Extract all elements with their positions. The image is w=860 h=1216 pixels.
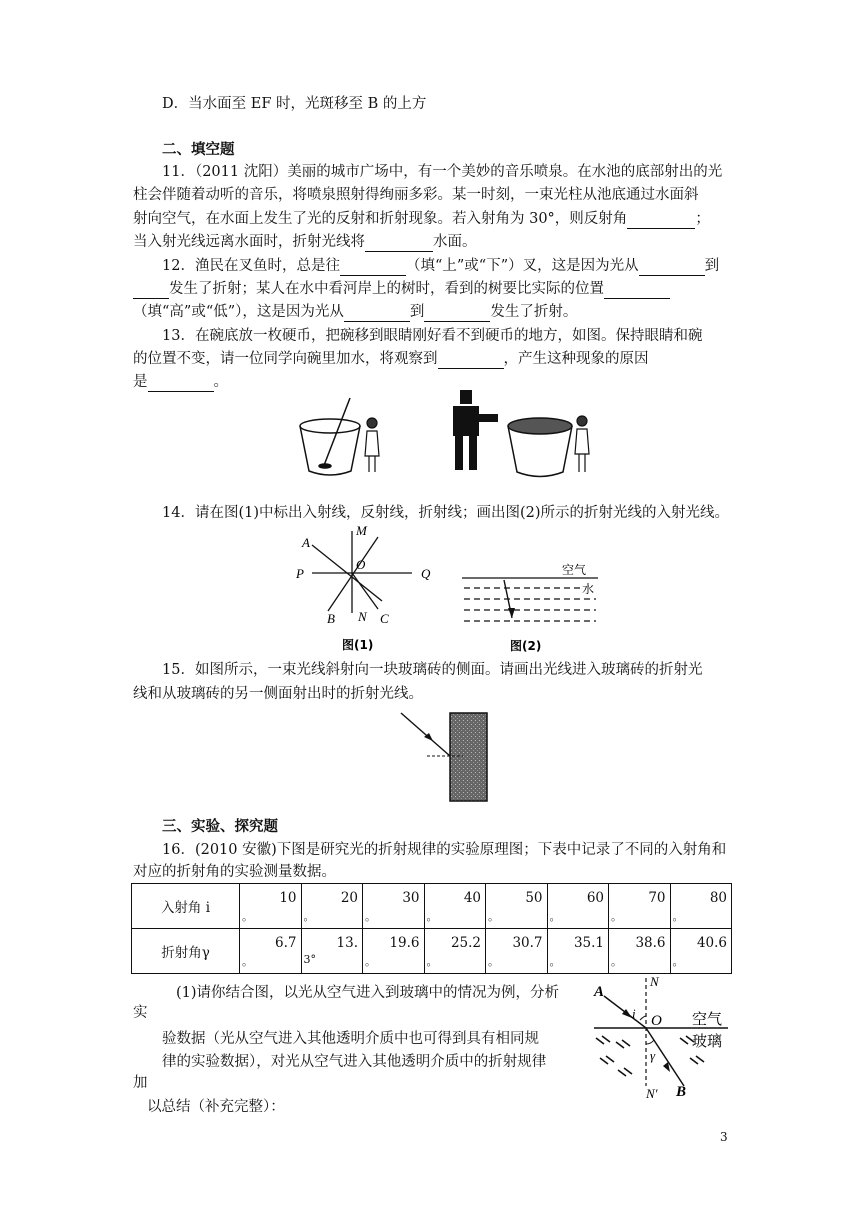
q12-line1-mid: （填“上”或“下”）叉，这是因为光从 — [405, 258, 639, 274]
fig1-label-n: N — [358, 609, 367, 624]
q12-line1 — [162, 256, 719, 276]
page-number: 3 — [720, 1130, 728, 1144]
fig1-label-c: C — [380, 611, 389, 626]
q12-blank-1[interactable] — [340, 259, 406, 276]
fig2-label-air: 空气 — [562, 563, 587, 577]
q11-line4-text: 当入射光线远离水面时，折射光线将 — [133, 234, 365, 250]
q16-sub1-line1: (1)请你结合图，以光从空气进入到玻璃中的情况为例，分析 — [176, 985, 560, 1001]
fig3-label-b: B — [676, 1084, 687, 1100]
section-title-fill-in: 二、填空题 — [162, 141, 235, 158]
fig1-label-o: O — [356, 557, 366, 572]
table-cell: 50 。 — [486, 884, 548, 929]
q14-text: 14．请在图(1)中标出入射线，反射线，折射线；画出图(2)所示的折射光线的入射光线。 — [162, 505, 730, 521]
table-cell: 60 。 — [547, 884, 609, 929]
refraction-experiment-figure — [588, 974, 738, 1100]
q11-line3 — [133, 209, 710, 229]
q12-blank-4[interactable] — [604, 282, 670, 299]
q12-line1-end: 到 — [704, 258, 720, 274]
fig1-caption: 图(1) — [342, 638, 374, 652]
table-cell: 80 。 — [670, 884, 732, 929]
q12-line3 — [133, 302, 577, 322]
table-cell: 25.2 。 — [424, 929, 486, 974]
q11-blank-2[interactable] — [365, 235, 433, 252]
table-cell: 70 。 — [609, 884, 671, 929]
fig3-label-i: i — [632, 1006, 636, 1021]
fig2-label-water: 水 — [582, 582, 595, 596]
glass-block-figure — [395, 708, 495, 808]
q11-line4 — [133, 232, 477, 252]
q15-line1: 15．如图所示，一束光线斜射向一块玻璃砖的侧面。请画出光线进入玻璃砖的折射光 — [162, 662, 703, 678]
q16-line1: 16．(2010 安徽)下图是研究光的折射规律的实验原理图；下表中记录了不同的入射角和 — [162, 842, 727, 858]
q15-line2: 线和从玻璃砖的另一侧面射出时的折射光线。 — [133, 686, 423, 702]
q13-line3-text: 是 — [133, 374, 148, 390]
man-figure — [453, 390, 498, 470]
fig3-label-a: A — [594, 984, 605, 1000]
table-cell: 20 。 — [301, 884, 363, 929]
q13-line3-end: 。 — [213, 374, 228, 390]
q12-line3-end: 发生了折射。 — [490, 304, 578, 320]
q12-blank-6[interactable] — [424, 305, 490, 322]
table-header-refraction: 折射角γ — [132, 929, 240, 974]
q12-line2 — [133, 279, 670, 299]
girl-right — [575, 416, 589, 472]
q16-sub1-line2: 实 — [133, 1005, 148, 1021]
q11-line3-end: ； — [695, 211, 710, 227]
table-cell: 40 。 — [424, 884, 486, 929]
fig1-label-a: A — [302, 535, 310, 550]
fig1-label-q: Q — [421, 566, 431, 581]
fig3-label-gamma: γ — [650, 1048, 656, 1063]
q13-line1: 13．在碗底放一枚硬币，把碗移到眼睛刚好看不到硬币的地方，如图。保持眼睛和碗 — [162, 328, 703, 344]
q16-sub1-line4: 律的实验数据），对光从空气进入其他透明介质中的折射规律 — [162, 1054, 547, 1070]
q13-line2-text: 的位置不变，请一位同学向碗里加水，将观察到 — [133, 351, 438, 367]
q11-line4-end: 水面。 — [433, 234, 477, 250]
girl-left — [365, 418, 379, 472]
q13-line2-end: ，产生这种现象的原因 — [503, 351, 649, 367]
fig3-label-glass: 玻璃 — [692, 1032, 723, 1050]
q13-line2 — [133, 349, 649, 369]
table-row-refraction — [132, 929, 732, 974]
q12-blank-3[interactable] — [133, 282, 169, 299]
q16-sub1-line5: 加 — [133, 1075, 148, 1091]
q11-blank-1[interactable] — [627, 212, 695, 229]
fig1-label-b: B — [327, 611, 335, 626]
q12-line3-mid: 到 — [409, 304, 425, 320]
q12-blank-2[interactable] — [639, 259, 705, 276]
figure-1-rays — [292, 523, 442, 655]
fig1-label-m: M — [356, 523, 367, 538]
q12-line2-text: 发生了折射；某人在水中看河岸上的树时，看到的树要比实际的位置 — [169, 281, 604, 297]
table-cell: 19.6 。 — [363, 929, 425, 974]
option-d: D．当水面至 EF 时，光斑移至 B 的上方 — [162, 96, 427, 112]
q11-line1: 11．（2011 沈阳）美丽的城市广场中，有一个美妙的音乐喷泉。在水池的底部射出的光 — [162, 164, 723, 180]
table-cell: 38.6 。 — [609, 929, 671, 974]
q12-blank-5[interactable] — [344, 305, 410, 322]
q13-line3 — [133, 372, 228, 392]
table-cell: 30.7 。 — [486, 929, 548, 974]
q12-line1-text: 12．渔民在叉鱼时，总是往 — [162, 258, 340, 274]
table-cell: 30 。 — [363, 884, 425, 929]
fig3-label-n-prime: N′ — [646, 1086, 658, 1100]
table-cell: 6.7 。 — [240, 929, 302, 974]
bowl-right — [508, 418, 572, 477]
q16-sub1-line6: 以总结（补充完整）： — [147, 1099, 285, 1115]
section-title-experiment: 三、实验、探究题 — [162, 818, 278, 835]
q13-blank-2[interactable] — [148, 375, 214, 392]
fig2-caption: 图(2) — [510, 639, 542, 653]
q12-line3-text: （填“高”或“低”），这是因为光从 — [133, 304, 344, 320]
angle-data-table — [131, 883, 732, 974]
table-cell: 35.1 。 — [547, 929, 609, 974]
table-header-incidence: 入射角 i — [132, 884, 240, 929]
q11-line2: 柱会伴随着动听的音乐，将喷泉照射得绚丽多彩。某一时刻，一束光柱从池底通过水面斜 — [133, 187, 699, 203]
fig1-label-p: P — [296, 566, 304, 581]
table-cell: 40.6 。 — [670, 929, 732, 974]
table-cell: 13. 3° — [301, 929, 363, 974]
bowl-left — [300, 398, 360, 475]
q16-line2: 对应的折射角的实验测量数据。 — [133, 864, 336, 880]
q16-sub1-line3: 验数据（光从空气进入其他透明介质中也可得到具有相同规 — [162, 1031, 539, 1047]
figure-2-air-water — [458, 560, 608, 656]
table-row-incidence — [132, 884, 732, 929]
q13-blank-1[interactable] — [438, 352, 504, 369]
table-cell: 10 。 — [240, 884, 302, 929]
bowl-coin-figure — [295, 386, 615, 486]
fig3-label-n: N — [650, 974, 659, 989]
fig3-label-air: 空气 — [692, 1010, 723, 1028]
fig3-label-o: O — [651, 1013, 662, 1029]
q11-line3-text: 射向空气，在水面上发生了光的反射和折射现象。若入射角为 30°，则反射角 — [133, 211, 628, 227]
